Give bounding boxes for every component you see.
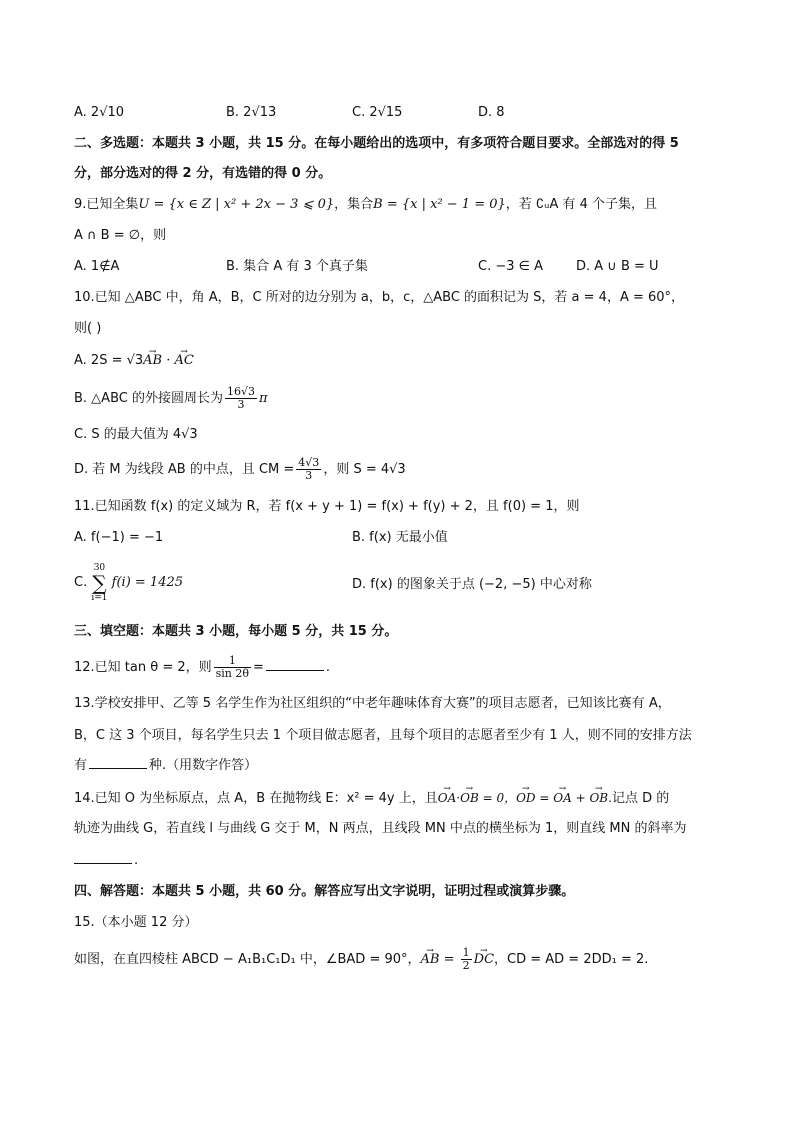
q10-option-d <box>74 453 406 487</box>
section4-title: 四、解答题：本题共 5 小题，共 60 分。解答应写出文字说明，证明过程或演算步骤。 <box>74 884 575 899</box>
q9-option-a: A. 1∉A <box>74 259 120 274</box>
q10-option-c: C. S 的最大值为 4√3 <box>74 427 198 442</box>
q10-line1: 10.已知 △ABC 中，角 A，B，C 所对的边分别为 a，b，c，△ABC 的面积记为 S，若 a = 4，A = 60°， <box>74 290 685 305</box>
q12-text: 12.已知 tan θ = 2，则 <box>74 660 212 675</box>
q11-option-c-text: f(i) = 1425 <box>111 575 184 590</box>
q15-line: 如图，在直四棱柱 ABCD − A₁B₁C₁D₁ 中，∠BAD = 90°，→ AB = $\frac{1}{2}$ → DC，CD = AD = 2DD₁ = 2. <box>74 943 648 977</box>
q10-option-a: A. 2S = √3→ AB · → AC <box>74 351 194 371</box>
q9-set-u: U = {x ∈ Z | x² + 2x − 3 ⩽ 0} <box>138 197 335 212</box>
q12-numerator: 1 <box>214 655 251 668</box>
q9-line2: A ∩ B = ∅，则 <box>74 228 167 243</box>
answer-blank[interactable] <box>74 851 132 864</box>
q8-option-c: C. 2√15 <box>352 105 403 120</box>
q15-post: ，CD = AD = 2DD₁ = 2. <box>494 952 649 967</box>
q9-mid: ，集合 <box>334 197 374 212</box>
q10-line2: 则( ) <box>74 321 102 336</box>
q13-line3-pre: 有 <box>74 758 88 773</box>
q14-line1-pre: 14.已知 O 为坐标原点，点 A，B 在抛物线 E：x² = 4y 上，且 <box>74 791 438 806</box>
q11-option-d: D. f(x) 的图象关于点 (−2, −5) 中心对称 <box>352 577 592 592</box>
q8-option-b: B. 2√13 <box>226 105 277 120</box>
q14-end: . <box>134 853 139 868</box>
q10-b-pi: π <box>259 391 268 406</box>
q10-option-b-text: B. △ABC 的外接圆周长为 <box>74 391 223 406</box>
q9-set-b: B = {x | x² − 1 = 0} <box>373 197 506 212</box>
q13-line3-post: 种.（用数字作答） <box>149 758 258 773</box>
q11-option-c <box>74 560 183 606</box>
q13-line3 <box>74 756 257 776</box>
q12-equals: = <box>253 660 264 675</box>
summation-symbol: 30 ∑ i=1 <box>91 562 108 603</box>
q9-line1 <box>74 195 657 215</box>
q15-numerator: 1 <box>462 946 470 959</box>
q8-option-a: A. 2√10 <box>74 105 125 120</box>
q12-line <box>74 651 330 685</box>
q14-line3 <box>74 851 138 871</box>
q15-header: 15.（本小题 12 分） <box>74 915 198 930</box>
q10-d-post: ，则 S = 4√3 <box>323 462 406 477</box>
q14-line2: 轨迹为曲线 G，若直线 l 与曲线 G 交于 M，N 两点，且线段 MN 中点的横坐标为 1，则直线 MN 的斜率为 <box>74 821 687 836</box>
section2-title: 二、多选题：本题共 3 小题，共 15 分。在每小题给出的选项中，有多项符合题目要求。全部选对的得 5 <box>74 136 679 151</box>
section3-title: 三、填空题：本题共 3 小题，每小题 5 分，共 15 分。 <box>74 624 398 639</box>
q9-tail: ，若 ∁ᵤA 有 4 个子集，且 <box>505 197 658 212</box>
q10-b-denominator: 3 <box>237 398 245 411</box>
q12-denominator: sin 2θ <box>215 667 249 680</box>
q11-option-a: A. f(−1) = −1 <box>74 530 164 545</box>
q13-line1: 13.学校安排甲、乙等 5 名学生作为社区组织的“中老年趣味体育大赛”的项目志愿者，已知该比赛有 A， <box>74 696 671 711</box>
q13-line2: B，C 这 3 个项目，每名学生只去 1 个项目做志愿者，且每个项目的志愿者至少有 1 人，则不同的安排方法 <box>74 728 692 743</box>
q10-option-a-text: A. 2S = √3 <box>74 353 144 368</box>
section2-title-cont: 分，部分选对的得 2 分，有选错的得 0 分。 <box>74 166 332 181</box>
q10-b-numerator: 16√3 <box>226 385 255 398</box>
q15-text: 如图，在直四棱柱 ABCD − A₁B₁C₁D₁ 中，∠BAD = 90°， <box>74 952 421 967</box>
q11-option-b: B. f(x) 无最小值 <box>352 530 448 545</box>
q10-option-b <box>74 382 268 416</box>
q9-option-b: B. 集合 A 有 3 个真子集 <box>226 259 368 274</box>
q10-option-d-text: D. 若 M 为线段 AB 的中点，且 CM = <box>74 462 295 477</box>
q10-d-denominator: 3 <box>305 469 313 482</box>
q11-option-c-label: C. <box>74 575 88 590</box>
sum-upper: 30 <box>93 562 106 573</box>
q11-line1: 11.已知函数 f(x) 的定义域为 R，若 f(x + y + 1) = f(x) + f(y) + 2，且 f(0) = 1，则 <box>74 499 580 514</box>
q14-line1-post: 记点 D 的 <box>611 791 670 806</box>
q9-prefix: 9.已知全集 <box>74 197 139 212</box>
q15-denominator: 2 <box>462 959 470 972</box>
q9-option-c: C. −3 ∈ A <box>478 259 543 274</box>
q9-option-d: D. A ∪ B = U <box>576 259 659 274</box>
q14-line1: 14.已知 O 为坐标原点，点 A，B 在抛物线 E：x² = 4y 上，且→ OA·→ OB = 0，→ OD = → OA + → OB.记点 D 的 <box>74 788 669 809</box>
q10-d-numerator: 4√3 <box>298 456 320 469</box>
answer-blank[interactable] <box>266 658 324 671</box>
q8-option-d: D. 8 <box>478 105 505 120</box>
answer-blank[interactable] <box>89 756 147 769</box>
q12-end: . <box>325 660 331 675</box>
sum-lower: i=1 <box>91 592 108 603</box>
